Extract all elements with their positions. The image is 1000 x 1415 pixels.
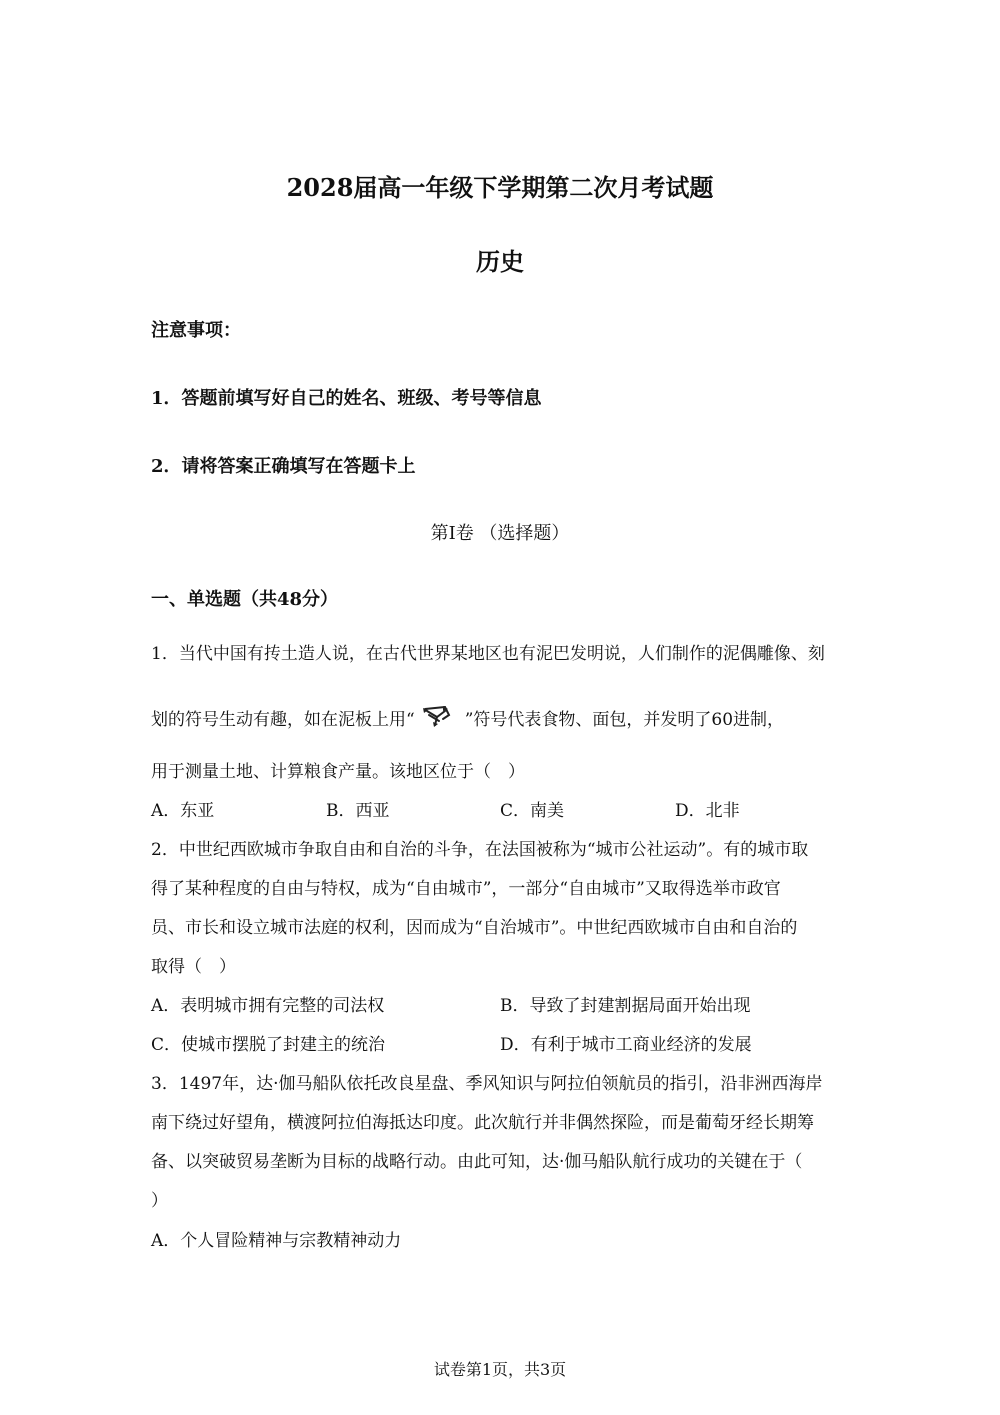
exam-title: 2028届高一年级下学期第二次月考试题: [286, 173, 714, 202]
question-line-part: ”符号代表食物、面包，并发明了60进制，: [464, 710, 785, 730]
question-line-part: 划的符号生动有趣，如在泥板上用“: [151, 710, 415, 730]
volume-label: 第I卷 （选择题）: [430, 523, 570, 544]
option-a: A．东亚: [151, 801, 215, 821]
question-line: 2．中世纪西欧城市争取自由和自治的斗争，在法国被称为“城市公社运动”。有的城市取: [151, 840, 809, 860]
option-a: A．个人冒险精神与宗教精神动力: [151, 1231, 402, 1251]
question-line: 用于测量土地、计算粮食产量。该地区位于（ ）: [151, 762, 525, 782]
question-line: 1．当代中国有抟土造人说，在古代世界某地区也有泥巴发明说，人们制作的泥偶雕像、刻: [151, 644, 825, 664]
option-d: D．北非: [675, 801, 740, 821]
option-b: B．导致了封建割据局面开始出现: [500, 996, 751, 1016]
note-item-2: 2．请将答案正确填写在答题卡上: [151, 456, 416, 477]
section-heading: 一、单选题（共48分）: [151, 589, 339, 610]
question-line: [151, 705, 784, 730]
subject-title: 历史: [476, 247, 524, 276]
option-d: D．有利于城市工商业经济的发展: [500, 1035, 752, 1055]
question-line: 取得（ ）: [151, 957, 236, 977]
page-footer: 试卷第1页，共3页: [433, 1360, 567, 1379]
note-item-1: 1．答题前填写好自己的姓名、班级、考号等信息: [151, 388, 542, 409]
question-line: 3．1497年，达·伽马船队依托改良星盘、季风知识与阿拉伯领航员的指引，沿非洲西海岸: [151, 1074, 823, 1094]
question-line: ）: [151, 1191, 168, 1211]
option-a: A．表明城市拥有完整的司法权: [151, 996, 385, 1016]
notes-heading: 注意事项：: [151, 320, 241, 341]
option-c: C．使城市摆脱了封建主的统治: [151, 1035, 386, 1055]
option-b: B．西亚: [326, 801, 390, 821]
question-line: 员、市长和设立城市法庭的权利，因而成为“自治城市”。中世纪西欧城市自由和自治的: [151, 918, 798, 938]
option-c: C．南美: [500, 801, 565, 821]
cuneiform-symbol-icon: [415, 705, 465, 729]
question-line: 备、以突破贸易垄断为目标的战略行动。由此可知，达·伽马船队航行成功的关键在于（: [151, 1152, 803, 1172]
question-line: 南下绕过好望角，横渡阿拉伯海抵达印度。此次航行并非偶然探险，而是葡萄牙经长期筹: [151, 1113, 814, 1133]
question-line: 得了某种程度的自由与特权，成为“自由城市”，一部分“自由城市”又取得选举市政官: [151, 879, 781, 899]
